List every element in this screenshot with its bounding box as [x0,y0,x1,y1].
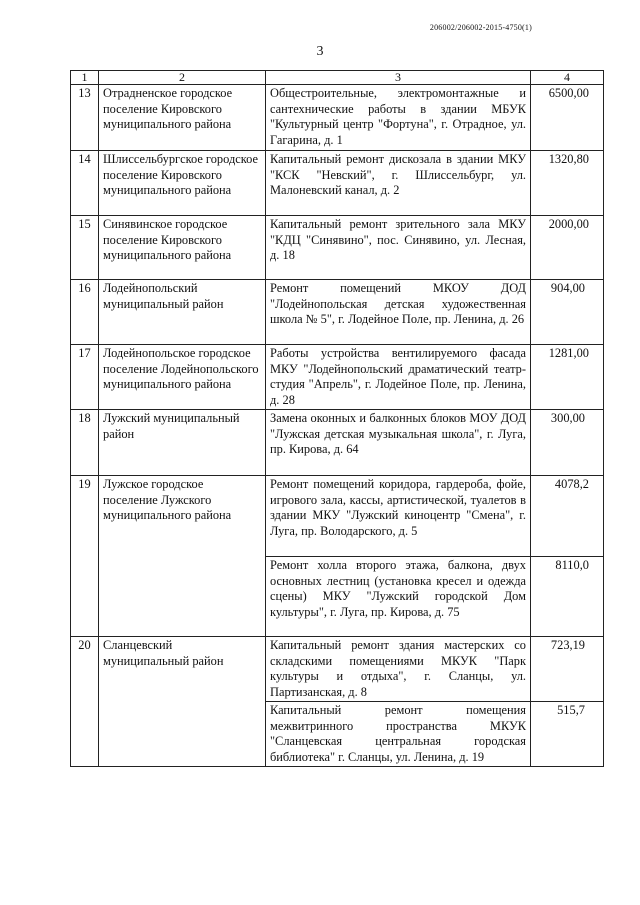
municipality: Сланцевский муниципальный район [99,637,266,702]
amount: 8110,0 [531,557,604,637]
row-number: 14 [71,151,99,216]
column-header: 2 [99,71,266,85]
work-description: Ремонт холла второго этажа, балкона, двух основных лестниц (установка кресел и одежда сцены) МКУ "Лужский городской Дом культуры", г. Луга, пр. Кирова, д. 75 [266,557,531,637]
amount: 723,19 [531,637,604,702]
row-number: 18 [71,410,99,476]
amount: 6500,00 [531,85,604,151]
table-row [71,637,604,702]
work-description: Капитальный ремонт помещения межвитринного пространства МКУК "Сланцевская центральная городская библиотека" г. Сланцы, ул. Ленина, д. 19 [266,702,531,767]
row-number [71,557,99,637]
table-row [71,410,604,476]
amount: 2000,00 [531,216,604,280]
table-row [71,557,604,637]
table-row [71,151,604,216]
work-description: Ремонт помещений МКОУ ДОД "Лодейнопольская детская художественная школа № 5", г. Лодейное Поле, пр. Ленина, д. 26 [266,280,531,345]
municipality [99,557,266,637]
table-row [71,85,604,151]
municipality: Отрадненское городское поселение Кировского муниципального района [99,85,266,151]
row-number: 15 [71,216,99,280]
amount: 4078,2 [531,476,604,557]
municipality: Шлиссельбургское городское поселение Кировского муниципального района [99,151,266,216]
municipality: Лужское городское поселение Лужского муниципального района [99,476,266,557]
work-description: Капитальный ремонт дискозала в здании МКУ "КСК "Невский", г. Шлиссельбург, ул. Малоневский канал, д. 2 [266,151,531,216]
work-description: Капитальный ремонт здания мастерских со складскими помещениями МКУК "Парк культуры и отдыха", г. Сланцы, ул. Партизанская, д. 8 [266,637,531,702]
row-number: 13 [71,85,99,151]
table-row [71,345,604,410]
page-number: 3 [316,44,324,59]
funding-table [70,70,604,767]
municipality: Синявинское городское поселение Кировского муниципального района [99,216,266,280]
table-row [71,216,604,280]
column-header: 4 [531,71,604,85]
amount: 300,00 [531,410,604,476]
work-description: Общестроительные, электромонтажные и сантехнические работы в здании МБУК "Культурный центр "Фортуна", г. Отрадное, ул. Гагарина, д. 1 [266,85,531,151]
municipality: Лодейнопольский муниципальный район [99,280,266,345]
column-header: 3 [266,71,531,85]
table-row [71,702,604,767]
amount: 515,7 [531,702,604,767]
amount: 904,00 [531,280,604,345]
amount: 1320,80 [531,151,604,216]
work-description: Замена оконных и балконных блоков МОУ ДОД "Лужская детская музыкальная школа", г. Луга, пр. Кирова, д. 64 [266,410,531,476]
column-header: 1 [71,71,99,85]
document-number: 206002/206002-2015-4750(1) [429,23,532,32]
row-number [71,702,99,767]
table-header-row [71,71,604,85]
table-row [71,280,604,345]
work-description: Капитальный ремонт зрительного зала МКУ "КДЦ "Синявино", пос. Синявино, ул. Лесная, д. 18 [266,216,531,280]
table-row [71,476,604,557]
municipality: Лужский муниципальный район [99,410,266,476]
row-number: 16 [71,280,99,345]
row-number: 20 [71,637,99,702]
row-number: 17 [71,345,99,410]
work-description: Работы устройства вентилируемого фасада МКУ "Лодейнопольский драматический театр-студия "Апрель", г. Лодейное Поле, пр. Ленина, д. 28 [266,345,531,410]
row-number: 19 [71,476,99,557]
work-description: Ремонт помещений коридора, гардероба, фойе, игрового зала, кассы, артистической, туалетов в здании МКУ "Лужский киноцентр "Смена", г. Луга, пр. Володарского, д. 5 [266,476,531,557]
municipality: Лодейнопольское городское поселение Лодейнопольского муниципального района [99,345,266,410]
amount: 1281,00 [531,345,604,410]
municipality [99,702,266,767]
